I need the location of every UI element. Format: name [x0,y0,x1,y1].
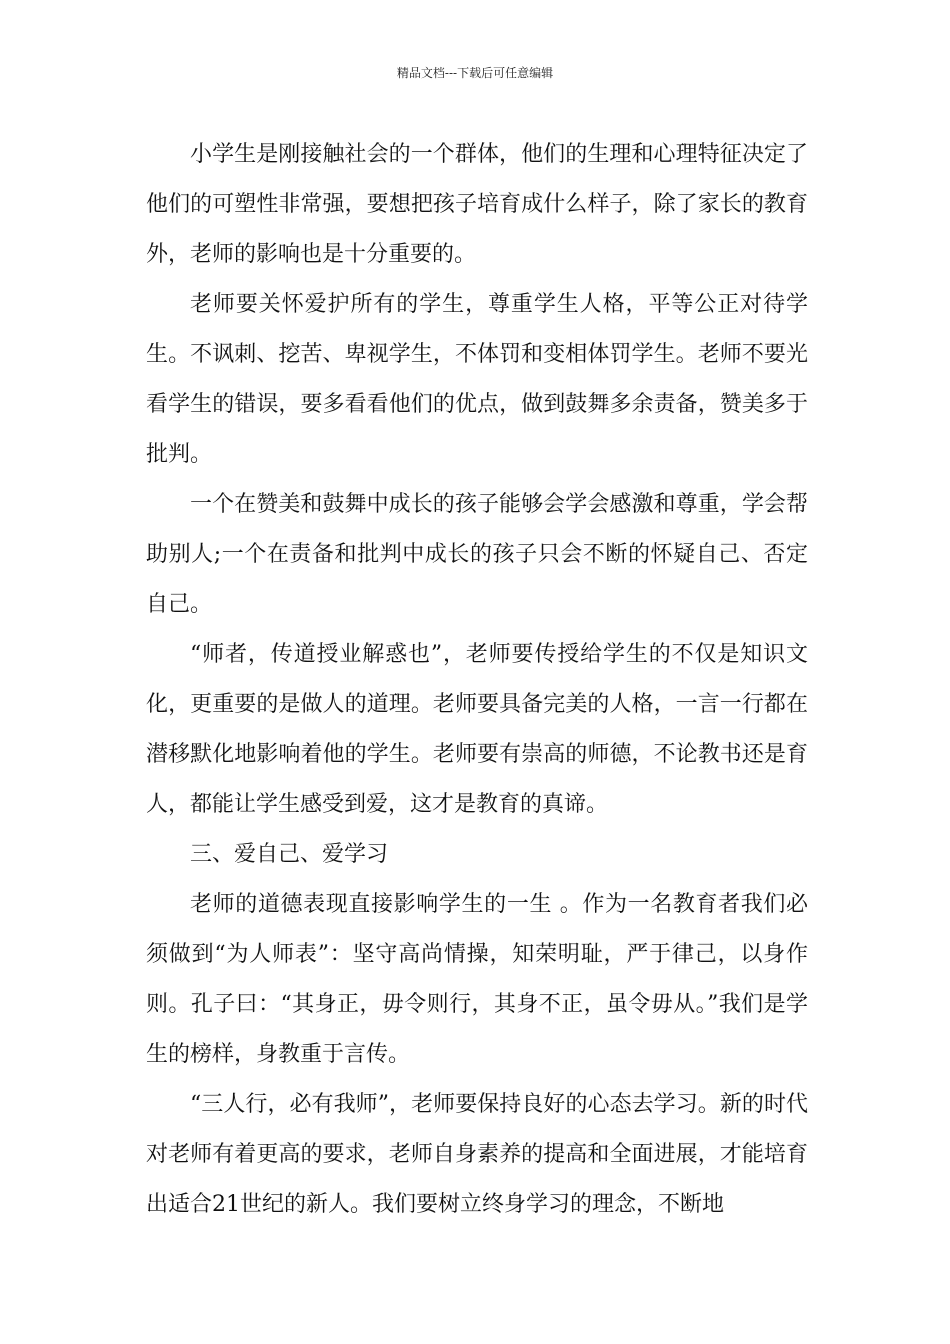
paragraph-3: 一个在赞美和鼓舞中成长的孩子能够会学会感激和尊重，学会帮助别人;一个在责备和批判中成长的孩子只会不断的怀疑自己、否定自己。 [146,492,808,617]
paragraph-2: 老师要关怀爱护所有的学生，尊重学生人格，平等公正对待学生。不讽刺、挖苦、卑视学生，不体罚和变相体罚学生。老师不要光看学生的错误，要多看看他们的优点，做到鼓舞多余责备，赞美多于批判。 [146,292,808,467]
section-heading: 三、爱自己、爱学习 [190,842,389,867]
paragraph-1: 小学生是刚接触社会的一个群体，他们的生理和心理特征决定了他们的可塑性非常强，要想把孩子培育成什么样子，除了家长的教育外，老师的影响也是十分重要的。 [146,142,808,267]
paragraph-5: 老师的道德表现直接影响学生的一生 。作为一名教育者我们必须做到“为人师表”：坚守高尚情操，知荣明耻，严于律己，以身作则。孔子曰：“其身正，毋令则行，其身不正，虽令毋从。”我们是学生的榜样，身教重于言传。 [146,892,808,1067]
document-body [146,130,808,1230]
page-header: 精品文档---下载后可任意编辑 [396,66,554,80]
paragraph-6: “三人行，必有我师”，老师要保持良好的心态去学习。新的时代对老师有着更高的要求，老师自身素养的提高和全面进展，才能培育出适合21世纪的新人。我们要树立终身学习的理念，不断地 [146,1092,808,1217]
paragraph-4: “师者，传道授业解惑也”，老师要传授给学生的不仅是知识文化，更重要的是做人的道理。老师要具备完美的人格，一言一行都在潜移默化地影响着他的学生。老师要有崇高的师德，不论教书还是育人，都能让学生感受到爱，这才是教育的真谛。 [146,642,808,817]
